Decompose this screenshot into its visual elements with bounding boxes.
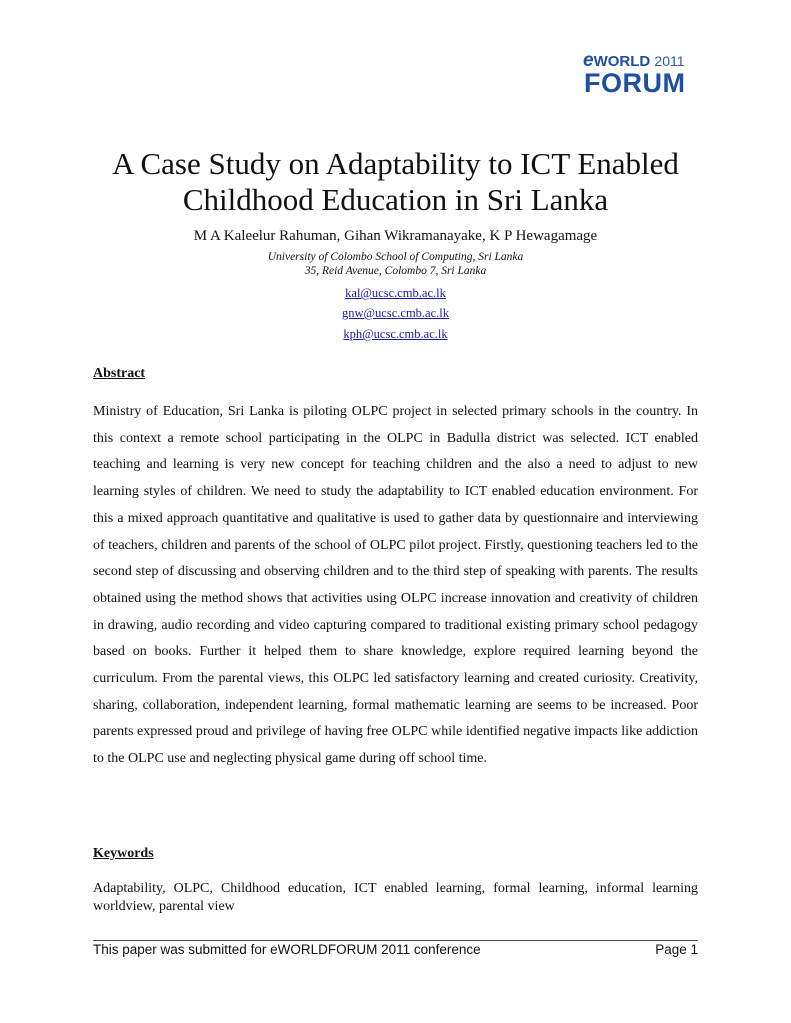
eworldforum-logo (583, 48, 693, 100)
footer-submission-note: This paper was submitted for eWORLDFORUM 2011 conference (93, 942, 481, 957)
email-link-3[interactable]: kph@ucsc.cmb.ac.lk (343, 327, 448, 341)
logo-year: 2011 (654, 53, 685, 69)
title-line-2: Childhood Education in Sri Lanka (182, 182, 609, 217)
title-line-1: A Case Study on Adaptability to ICT Enabled (112, 146, 679, 181)
paper-title (60, 146, 731, 218)
email-link-2[interactable]: gnw@ucsc.cmb.ac.lk (342, 306, 449, 320)
page-footer (93, 942, 698, 957)
abstract-body: Ministry of Education, Sri Lanka is piloting OLPC project in selected primary schools in the country. In this context a remote school participating in the OLPC in Badulla district was selected. ICT enabled teaching and learning is very new concept for teaching children and the also a need to adjust to new learning styles of children. We need to study the adaptability to ICT enabled education environment. For this a mixed approach quantitative and qualitative is used to gather data by questionnaire and interviewing of teachers, children and parents of the school of OLPC pilot project. Firstly, questioning teachers led to the second step of discussing and observing children and to the third step of speaking with parents. The results obtained using the method shows that activities using OLPC increase innovation and creativity of children in drawing, audio recording and video capturing compared to traditional existing primary school pedagogy based on books. Further it helped them to share knowledge, explore required learning beyond the curriculum. From the parental views, this OLPC led satisfactory learning and created curiosity. Creativity, sharing, collaboration, independent learning, formal mathematic learning are seems to be increased. Poor parents expressed proud and privilege of having free OLPC while identified negative impacts like addiction to the OLPC use and neglecting physical game during off school time. (93, 404, 698, 767)
logo-e: e (583, 50, 594, 71)
abstract-heading: Abstract (93, 366, 146, 381)
email-1 (60, 286, 731, 301)
authors: M A Kaleelur Rahuman, Gihan Wikramanayake, K P Hewagamage (193, 228, 598, 244)
keywords-heading: Keywords (93, 846, 154, 861)
keywords-body: Adaptability, OLPC, Childhood education, ICT enabled learning, formal learning, informal learning worldview, parental view (93, 881, 698, 914)
affiliation-line-1: University of Colombo School of Computing, Sri Lanka (267, 251, 524, 263)
page-number: Page 1 (655, 942, 698, 957)
email-2 (60, 306, 731, 321)
affiliation-line-2: 35, Reid Avenue, Colombo 7, Sri Lanka (304, 265, 487, 277)
logo-forum: FORUM (584, 68, 686, 98)
footer-divider (93, 940, 698, 941)
email-link-1[interactable]: kal@ucsc.cmb.ac.lk (345, 286, 446, 300)
email-3 (60, 327, 731, 342)
logo-world: WORLD (593, 53, 651, 70)
